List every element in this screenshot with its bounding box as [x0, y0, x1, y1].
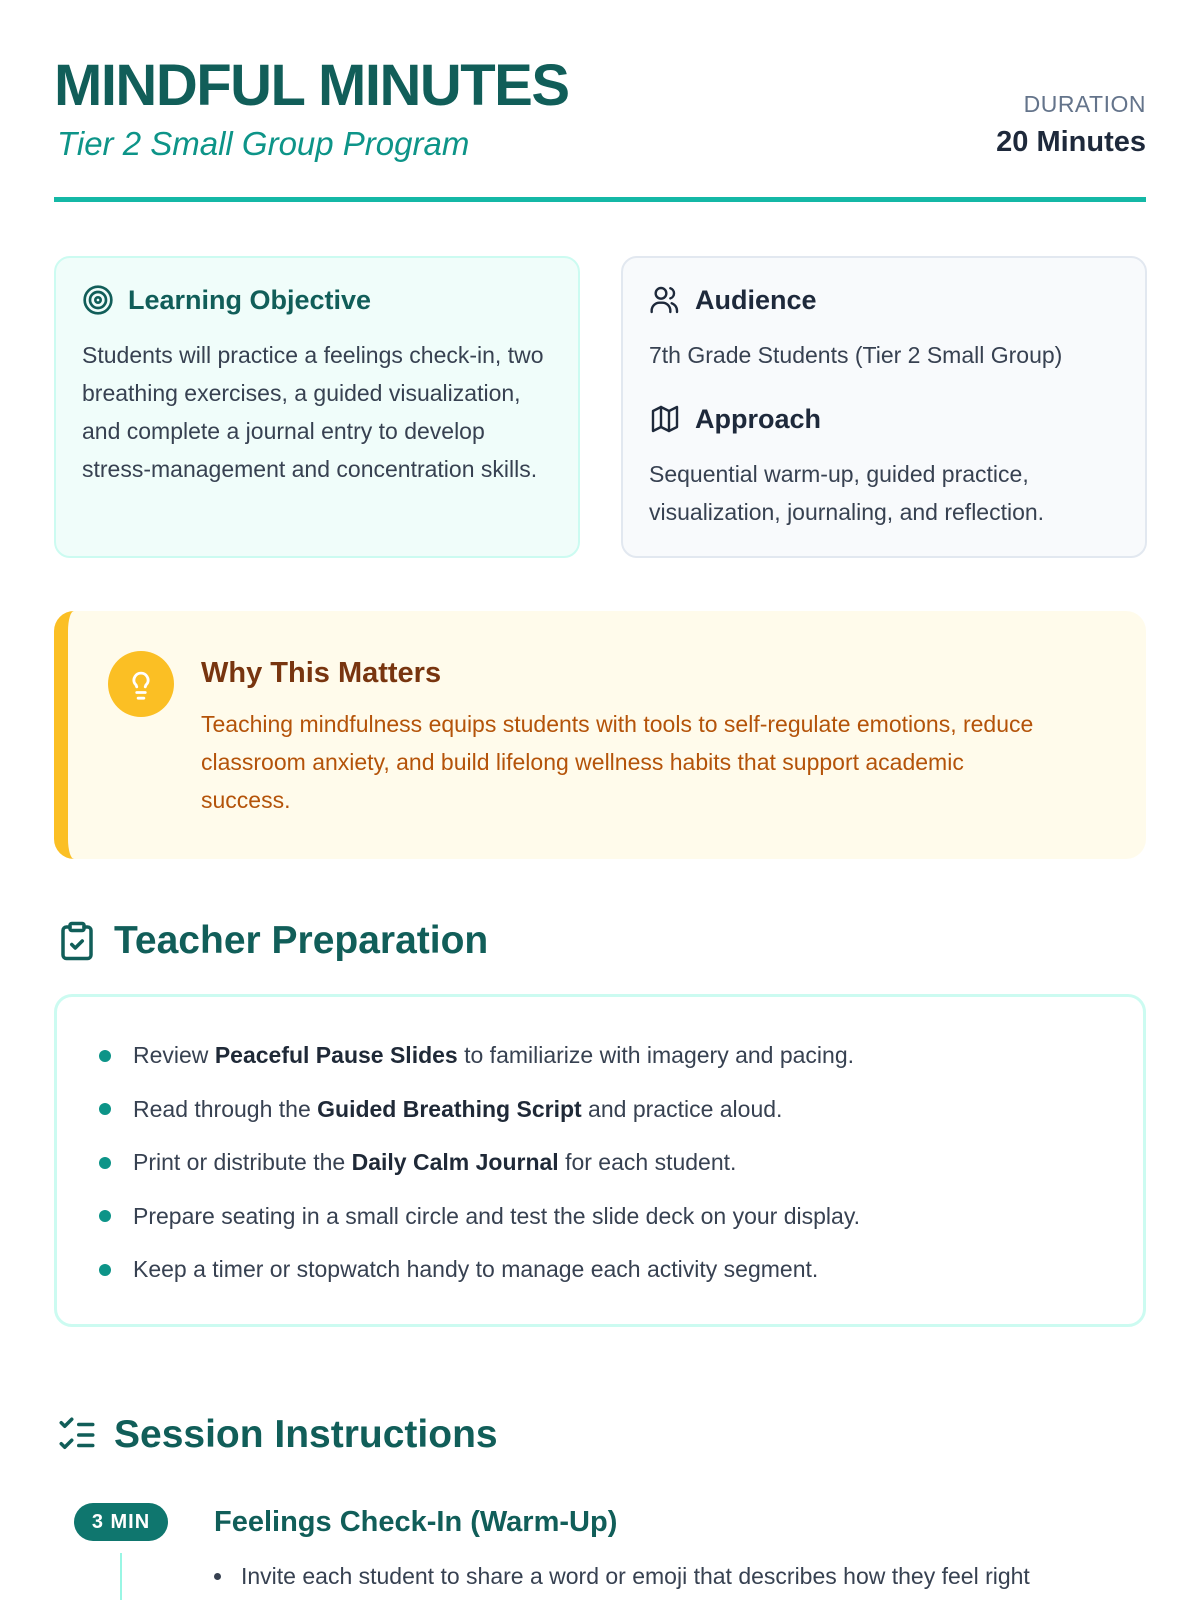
- bullet-dot: [99, 1050, 111, 1062]
- learning-objective-heading: Learning Objective: [128, 285, 372, 315]
- list-item: Print or distribute the Daily Calm Journal for each student.: [99, 1136, 860, 1190]
- session-instructions-header: [56, 1412, 498, 1458]
- users-icon: [649, 284, 681, 316]
- list-item: Keep a timer or stopwatch handy to manage each activity segment.: [99, 1243, 860, 1297]
- learning-objective-card: [54, 256, 580, 558]
- step-title: Feelings Check-In (Warm-Up): [214, 1506, 618, 1538]
- duration-badge: 3 MIN: [74, 1503, 168, 1541]
- step-bullet: [214, 1561, 1030, 1591]
- teacher-preparation-box: [54, 994, 1146, 1327]
- bullet-dot: [214, 1573, 221, 1580]
- clipboard-check-icon: [56, 920, 98, 962]
- audience-approach-card: [621, 256, 1147, 558]
- bullet-dot: [99, 1103, 111, 1115]
- audience-text: 7th Grade Students (Tier 2 Small Group): [649, 342, 1063, 368]
- why-this-matters-callout: [54, 611, 1146, 859]
- audience-header: [649, 284, 817, 316]
- list-checks-icon: [56, 1414, 98, 1456]
- teacher-preparation-header: [56, 918, 488, 964]
- teacher-preparation-list: [99, 1029, 860, 1297]
- learning-objective-header: [82, 284, 371, 316]
- learning-objective-text: Students will practice a feelings check-in, two breathing exercises, a guided visualization, and complete a journal entry to develop stress-management and concentration skills.: [82, 342, 544, 482]
- approach-text: Sequential warm-up, guided practice, visualization, journaling, and reflection.: [649, 461, 1045, 525]
- page-header: [54, 54, 1146, 202]
- why-this-matters-text: Teaching mindfulness equips students with tools to self-regulate emotions, reduce classroom anxiety, and build lifelong wellness habits that support academic success.: [201, 711, 1034, 813]
- bullet-dot: [99, 1157, 111, 1169]
- bullet-dot: [99, 1210, 111, 1222]
- duration-value: 20 Minutes: [996, 126, 1146, 158]
- list-item: Prepare seating in a small circle and test the slide deck on your display.: [99, 1190, 860, 1244]
- map-icon: [649, 403, 681, 435]
- session-step: [74, 1503, 1146, 1600]
- session-instructions-heading: Session Instructions: [114, 1413, 498, 1456]
- teacher-preparation-heading: Teacher Preparation: [114, 919, 489, 962]
- duration-label: DURATION: [1023, 91, 1146, 117]
- approach-header: [649, 403, 821, 435]
- lightbulb-icon: [108, 651, 174, 717]
- target-icon: [82, 284, 114, 316]
- why-this-matters-heading: Why This Matters: [201, 657, 442, 689]
- step-bullet-text: Invite each student to share a word or emoji that describes how they feel right: [241, 1563, 1030, 1589]
- audience-heading: Audience: [695, 285, 817, 315]
- approach-heading: Approach: [695, 404, 822, 434]
- bullet-dot: [99, 1264, 111, 1276]
- timeline-line: [120, 1553, 122, 1600]
- list-item: Read through the Guided Breathing Script and practice aloud.: [99, 1083, 860, 1137]
- page-subtitle: Tier 2 Small Group Program: [57, 125, 470, 162]
- page-title: MINDFUL MINUTES: [54, 53, 569, 118]
- list-item: Review Peaceful Pause Slides to familiarize with imagery and pacing.: [99, 1029, 860, 1083]
